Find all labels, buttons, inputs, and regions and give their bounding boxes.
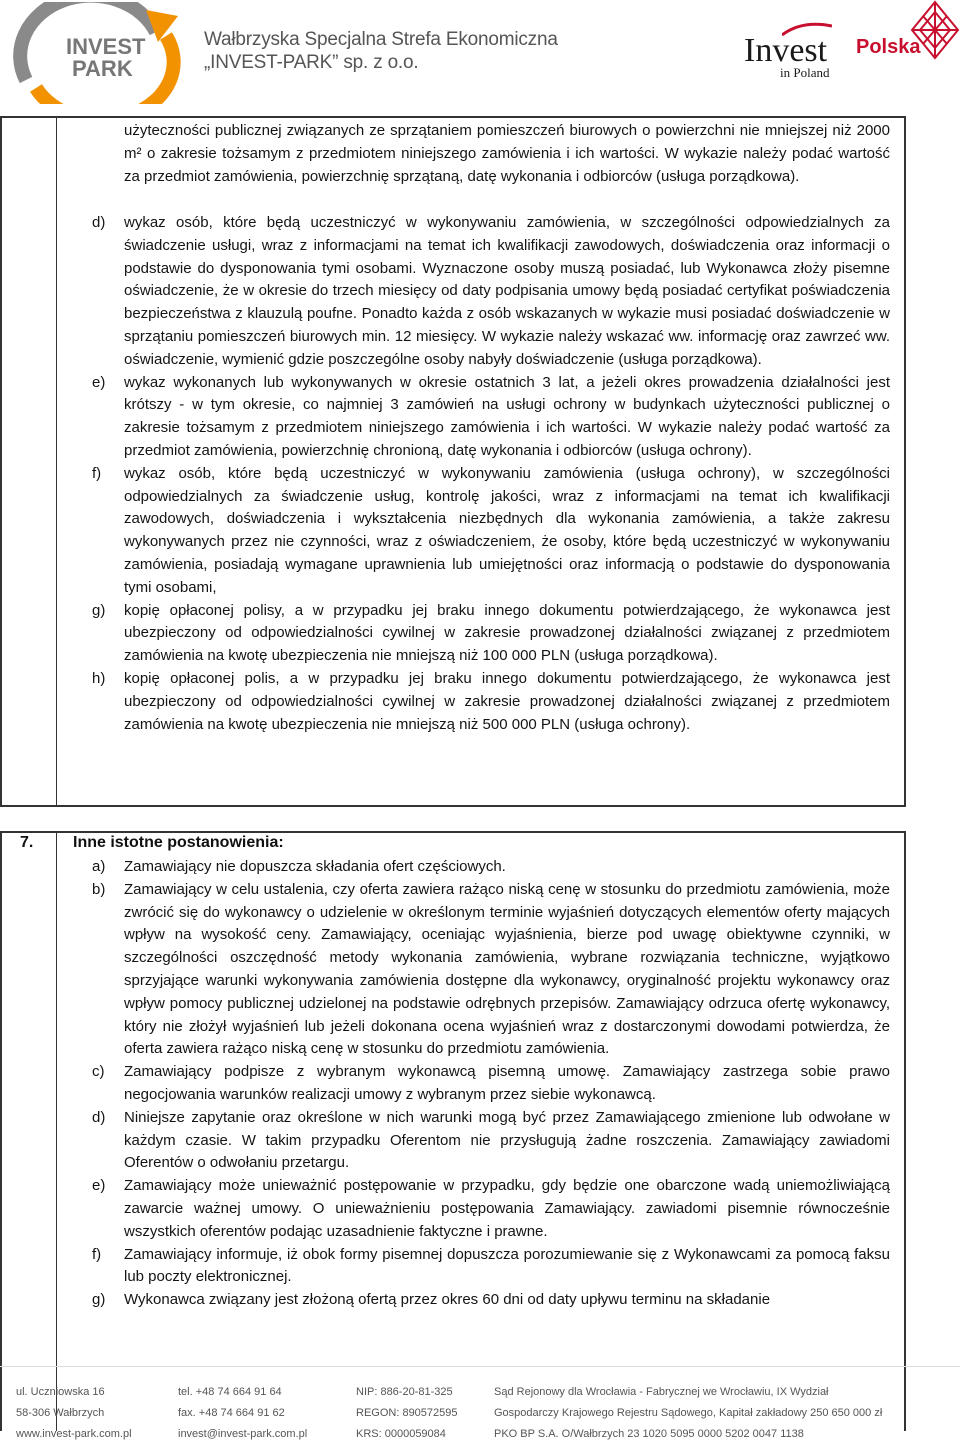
list-item [92, 1107, 890, 1175]
list-item-label: c) [92, 1063, 105, 1081]
list-item [92, 879, 890, 1061]
footer-divider [0, 1366, 960, 1367]
footer-nip: NIP: 886-20-81-325 [356, 1386, 453, 1398]
footer-city: 58-306 Wałbrzych [16, 1407, 105, 1419]
list-item-text: kopię opłaconej polisy, a w przypadku jej braku innego dokumentu potwierdzającego, że wykonawca jest ubezpieczony od odpowiedzialności cywilnej w zakresie prowadzonej działalności związanej z przedmiotem zamówienia na kwotę ubezpieczenia nie mniejszą niż 100 000 PLN (usługa porządkowa). [124, 601, 890, 665]
footer-street: ul. Uczniowska 16 [16, 1386, 105, 1398]
list-item [92, 856, 890, 879]
list-item-label: e) [92, 1177, 106, 1195]
footer-phone: tel. +48 74 664 91 64 [178, 1386, 282, 1398]
logo-polska-text: Polska [856, 36, 921, 58]
svg-text:INVEST: INVEST [66, 34, 146, 59]
list-item-text: Zamawiający informuje, iż obok formy pisemnej dopuszcza porozumiewanie się z Wykonawcami za pomocą faksu lub poczty elektronicznej. [124, 1245, 890, 1286]
list-item-label: e) [92, 373, 106, 391]
footer-court: Sąd Rejonowy dla Wrocławia - Fabrycznej we Wrocławiu, IX Wydział [494, 1386, 829, 1398]
list-item-label: a) [92, 858, 106, 875]
list-item [92, 1061, 890, 1107]
list-item [92, 1175, 890, 1243]
list-item [92, 212, 890, 372]
list-item [92, 372, 890, 463]
invest-park-logo [6, 2, 182, 104]
page-header [0, 0, 960, 108]
svg-text:PARK: PARK [72, 56, 133, 81]
list-item-label: g) [92, 601, 106, 619]
company-name [204, 28, 558, 74]
list-item-text: wykaz osób, które będą uczestniczyć w wykonywaniu zamówienia (usługa ochrony), w szczególności odpowiedzialnych za świadczenie usług, kontrolę jakości, wraz z informacjami na temat ich kwalifikacji zawodowych, doświadczenia i wykształcenia niezbędnych dla wykonania zamówienia, a także zakresu wykonywanych przez nie czynności, wraz z oświadczeniem, że osoby, które będą uczestniczyć w wykonywaniu zamówienia, posiadają wymagane uprawnienia lub umiejętności oraz informacją o podstawie do dysponowania tymi osobami, [124, 464, 890, 596]
list-item-text: wykaz osób, które będą uczestniczyć w wykonywaniu zamówienia, w szczególności odpowiedzialnych za świadczenie usługi, wraz z informacjami na temat ich kwalifikacji zawodowych, doświadczenia oraz informacji o podstawie do dysponowania tymi osobami. Wyznaczone osoby muszą posiadać, lub Wykonawca złoży pisemne oświadczenie, że w okresie do trzech miesięcy od daty podpisania umowy będą posiadać certyfikat poświadczenia bezpieczeństwa z klauzulą poufne. Ponadto każda z osób wskazanych w wykazie musi posiadać doświadczenie w sprzątaniu pomieszczeń biurowych min. 12 miesięcy. W wykazie należy wskazać ww. informację oraz zawrzeć ww. oświadczenie, wymienić gdzie poszczególne osoby nabyły doświadczenie (usługa porządkowa). [124, 214, 890, 368]
footer-website-link[interactable]: www.invest-park.com.pl [16, 1428, 132, 1440]
table-column-divider [56, 833, 57, 1431]
list-item-label: b) [92, 880, 106, 898]
list-item-label: g) [92, 1291, 106, 1309]
list-item-label: f) [92, 1245, 102, 1263]
list-item-text: Niniejsze zapytanie oraz określone w nich warunki mogą być przez Zamawiającego zmienione lub odwołane w każdym czasie. W takim przypadku Oferentom nie przysługują żadne roszczenia. Zamawiający zawiadomi Oferentów o odwołaniu przetargu. [124, 1108, 890, 1172]
footer-address [16, 1382, 132, 1445]
footer-krs: KRS: 0000059084 [356, 1428, 446, 1440]
list-item-text: wykaz wykonanych lub wykonywanych w okresie ostatnich 3 lat, a jeżeli okres prowadzenia działalności jest krótszy - w tym okresie, co najmniej 3 zamówień na usługi ochrony w budynkach użyteczności publicznej o zakresie tożsamym z przedmiotem niniejszego zamówienia i ich wartości. W wykazie należy podać wartość za przedmiot zamówienia, powierzchnię chronioną, datę wykonania i odbiorców (usługa ochrony). [124, 373, 890, 459]
list-item-label: d) [92, 1108, 106, 1126]
table-column-divider [56, 118, 57, 805]
list-item-label: h) [92, 669, 106, 687]
footer-registry [494, 1382, 882, 1445]
footer-bank: PKO BP S.A. O/Wałbrzych 23 1020 5095 0000 5202 0047 1138 [494, 1428, 804, 1440]
list-item [92, 463, 890, 600]
footer-email-link[interactable]: invest@invest-park.com.pl [178, 1428, 308, 1440]
list-item [92, 600, 890, 668]
footer-regon: REGON: 890572595 [356, 1407, 458, 1419]
list-item-text: Zamawiający nie dopuszcza składania ofert częściowych. [124, 858, 506, 875]
logo-in-poland-text: in Poland [780, 65, 830, 80]
footer-capital: Gospodarczy Krajowego Rejestru Sądowego, Kapitał zakładowy 250 650 000 zł [494, 1407, 883, 1419]
page-footer [0, 1366, 960, 1442]
list-item [92, 668, 890, 736]
company-name-line2: „INVEST-PARK” sp. z o.o. [204, 52, 419, 73]
company-name-line1: Wałbrzyska Specjalna Strefa Ekonomiczna [204, 29, 558, 50]
list-item-text: Zamawiający podpisze z wybranym wykonawcą pisemną umowę. Zamawiający zastrzega sobie prawo negocjowania warunków realizacji umowy z wybranym przez siebie wykonawcą. [124, 1063, 890, 1103]
requirements-list [92, 212, 890, 736]
footer-fax: fax. +48 74 664 91 62 [178, 1407, 285, 1419]
section-number: 7. [20, 834, 34, 851]
list-item-text: Zamawiający w celu ustalenia, czy oferta zawiera rażąco niską cenę w stosunku do przedmiotu zamówienia, może zwrócić się do wykonawcy o udzielenie w określonym terminie wyjaśnień dotyczących elementów oferty mających wpływ na wysokość ceny. Zamawiający, oceniając wyjaśnienia, bierze pod uwagę obiektywne czynniki, w szczególności oszczędność metody wykonania zamówienia, wybrane rozwiązania techniczne, wyjątkowo sprzyjające warunki wykonywania zamówienia dostępne dla wykonawcy, oryginalność projektu wykonawcy oraz wpływ pomocy publicznej udzielonej na podstawie odrębnych przepisów. Zamawiający odrzuca ofertę wykonawcy, który nie złożył wyjaśnień lub jeżeli dokonana ocena wyjaśnień wraz z dostarczonymi dowodami potwierdza, że oferta zawiera rażąco niską cenę w stosunku do przedmiotu zamówienia. [124, 880, 890, 1058]
list-item [92, 1289, 890, 1312]
footer-ids [356, 1382, 458, 1445]
provisions-list [92, 856, 890, 1312]
invest-in-poland-logo [744, 22, 836, 78]
list-item-text: kopię opłaconej polis, a w przypadku jej braku innego dokumentu potwierdzającego, że wykonawca jest ubezpieczony od odpowiedzialności cywilnej w zakresie prowadzonej działalności związanej z przedmiotem zamówienia na kwotę ubezpieczenia nie mniejszą niż 500 000 PLN (usługa ochrony). [124, 669, 890, 733]
footer-contact [178, 1382, 307, 1445]
continuation-paragraph: użyteczności publicznej związanych ze sprzątaniem pomieszczeń biurowych o powierzchni nie mniejszej niż 2000 m² o zakresie tożsamym z przedmiotem niniejszego zamówienia i ich wartości. W wykazie należy podać wartość za przedmiot zamówienia, powierzchnię sprzątaną, datę wykonania i odbiorców (usługa porządkowa). [124, 122, 890, 185]
list-item [92, 1244, 890, 1290]
list-item-label: f) [92, 464, 102, 482]
logo-invest-text: Invest [744, 32, 828, 69]
list-item-label: d) [92, 214, 106, 231]
list-item-text: Zamawiający może unieważnić postępowanie w przypadku, gdy będzie one obarczone wadą uniemożliwiającą zawarcie ważnej umowy. O unieważnieniu postępowania Zamawiający. zawiadomi pisemnie równocześnie wszystkich oferentów podając uzasadnienie faktyczne i prawne. [124, 1177, 890, 1240]
section-title: Inne istotne postanowienia: [73, 834, 284, 851]
polska-logo [856, 0, 960, 80]
list-item-text: Wykonawca związany jest złożoną ofertą przez okres 60 dni od daty upływu terminu na składanie [124, 1291, 771, 1309]
